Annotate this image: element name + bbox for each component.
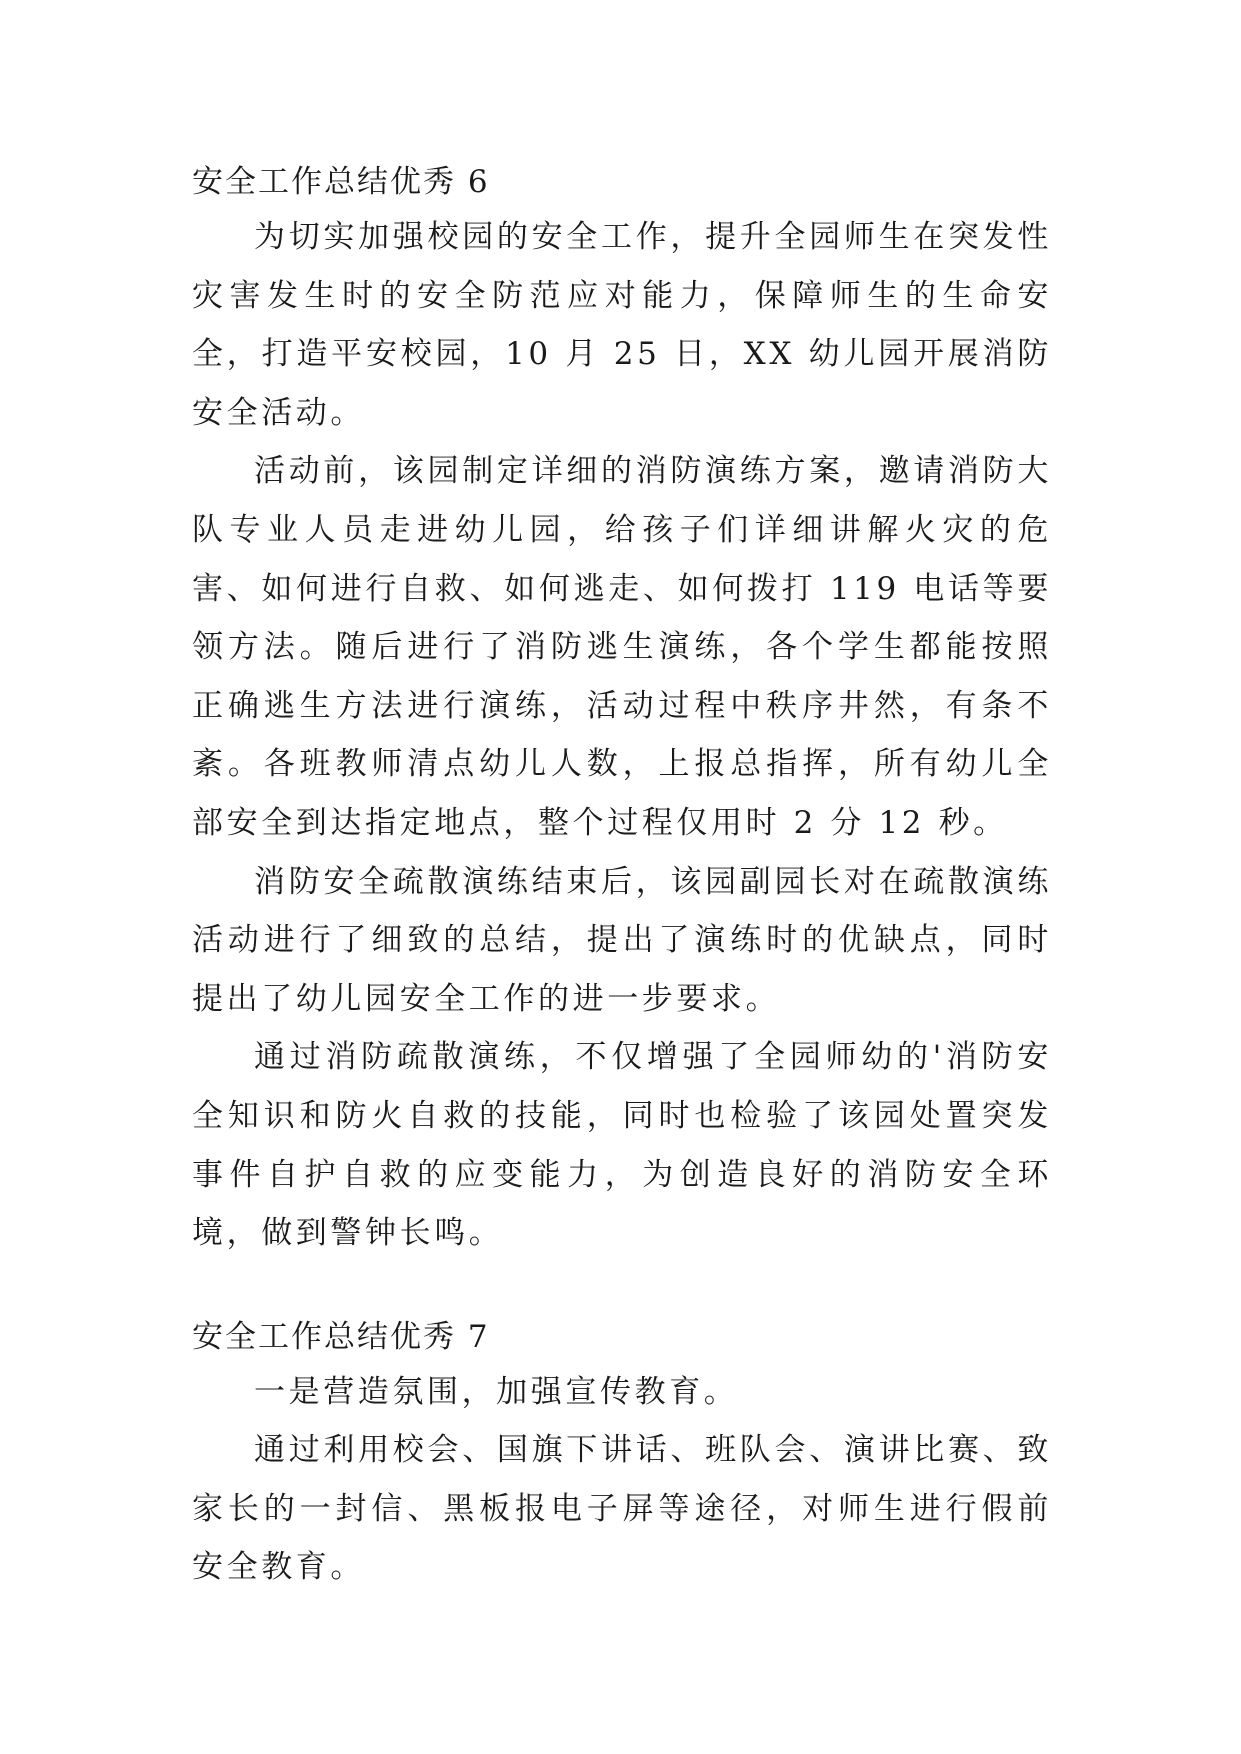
section-title: 安全工作总结优秀 6 <box>192 164 490 200</box>
paragraph: 通过利用校会、国旗下讲话、班队会、演讲比赛、致家长的一封信、黑板报电子屏等途径，对师生进行假前安全教育。 <box>192 1432 1052 1586</box>
paragraph: 一是营造氛围，加强宣传教育。 <box>254 1373 739 1410</box>
paragraph: 活动前，该园制定详细的消防演练方案，邀请消防大队专业人员走进幼儿园，给孩子们详细讲解火灾的危害、如何进行自救、如何逃走、如何拨打 119 电话等要领方法。随后进行了消防逃生演练，各个学生都能按照正确逃生方法进行演练，活动过程中秩序井然，有条不紊。各班教师清点幼儿人数，上报总指挥，所有幼儿全部安全到达指定地点，整个过程仅用时 2 分 12 秒。 <box>192 453 1052 841</box>
paragraph: 通过消防疏散演练，不仅增强了全园师幼的'消防安全知识和防火自救的技能，同时也检验了该园处置突发事件自护自救的应变能力，为创造良好的消防安全环境，做到警钟长鸣。 <box>192 1039 1052 1252</box>
paragraph: 为切实加强校园的安全工作，提升全园师生在突发性灾害发生时的安全防范应对能力，保障师生的生命安全，打造平安校园，10 月 25 日，XX 幼儿园开展消防安全活动。 <box>192 219 1052 431</box>
paragraph: 消防安全疏散演练结束后，该园副园长对在疏散演练活动进行了细致的总结，提出了演练时的优缺点，同时提出了幼儿园安全工作的进一步要求。 <box>192 863 1052 1017</box>
document-body <box>192 156 1052 1597</box>
section-title: 安全工作总结优秀 7 <box>192 1318 490 1355</box>
section-1 <box>192 156 1052 1263</box>
section-2 <box>192 1311 1052 1597</box>
